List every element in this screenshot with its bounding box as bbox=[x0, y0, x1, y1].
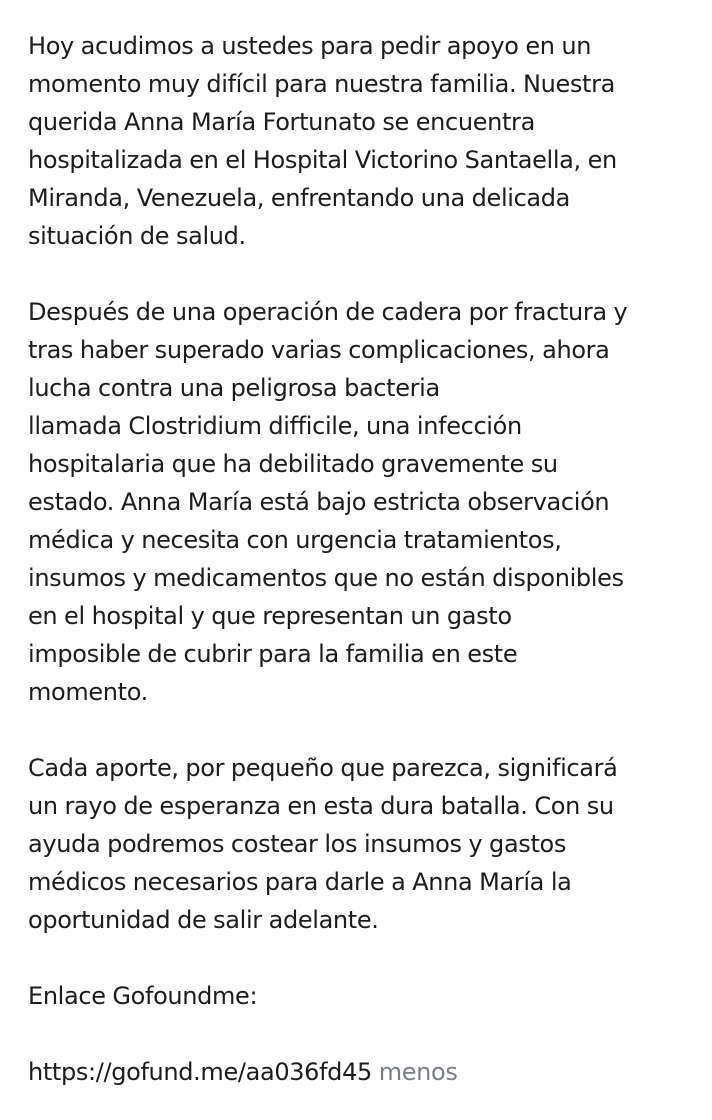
paragraph-condition bbox=[28, 293, 692, 711]
text-line: médicos necesarios para darle a Anna María la bbox=[28, 868, 572, 896]
text-line: querida Anna María Fortunato se encuentra bbox=[28, 108, 535, 136]
text-line: tras haber superado varias complicaciones, ahora bbox=[28, 336, 610, 364]
text-line: insumos y medicamentos que no están disponibles bbox=[28, 564, 624, 592]
show-less-button[interactable]: menos bbox=[378, 1058, 458, 1086]
text-line: lucha contra una peligrosa bacteria bbox=[28, 374, 440, 402]
text-line: momento. bbox=[28, 678, 148, 706]
text-line: oportunidad de salir adelante. bbox=[28, 906, 379, 934]
text-line: hospitalizada en el Hospital Victorino Santaella, en bbox=[28, 146, 617, 174]
paragraph-gap bbox=[28, 1015, 692, 1053]
text-line: Cada aporte, por pequeño que parezca, significará bbox=[28, 754, 618, 782]
text-line: situación de salud. bbox=[28, 222, 246, 250]
paragraph-gap bbox=[28, 711, 692, 749]
paragraph-gap bbox=[28, 939, 692, 977]
paragraph-appeal bbox=[28, 27, 692, 255]
text-line: hospitalaria que ha debilitado gravemente su bbox=[28, 450, 558, 478]
text-line: momento muy difícil para nuestra familia. Nuestra bbox=[28, 70, 615, 98]
link-heading: Enlace Gofoundme: bbox=[28, 982, 258, 1010]
paragraph-hope bbox=[28, 749, 692, 939]
text-line: Después de una operación de cadera por fractura y bbox=[28, 298, 628, 326]
text-line: imposible de cubrir para la familia en este bbox=[28, 640, 518, 668]
text-line: Miranda, Venezuela, enfrentando una delicada bbox=[28, 184, 571, 212]
gofundme-link[interactable]: https://gofund.me/aa036fd45 bbox=[28, 1058, 372, 1086]
paragraph-gap bbox=[28, 255, 692, 293]
text-line: ayuda podremos costear los insumos y gastos bbox=[28, 830, 567, 858]
text-line: Hoy acudimos a ustedes para pedir apoyo en un bbox=[28, 32, 592, 60]
text-line: llamada Clostridium difficile, una infección bbox=[28, 412, 522, 440]
text-line: médica y necesita con urgencia tratamientos, bbox=[28, 526, 562, 554]
text-line: estado. Anna María está bajo estricta observación bbox=[28, 488, 610, 516]
link-line bbox=[28, 1053, 692, 1091]
text-line: en el hospital y que representan un gasto bbox=[28, 602, 512, 630]
text-line: un rayo de esperanza en esta dura batalla. Con su bbox=[28, 792, 614, 820]
